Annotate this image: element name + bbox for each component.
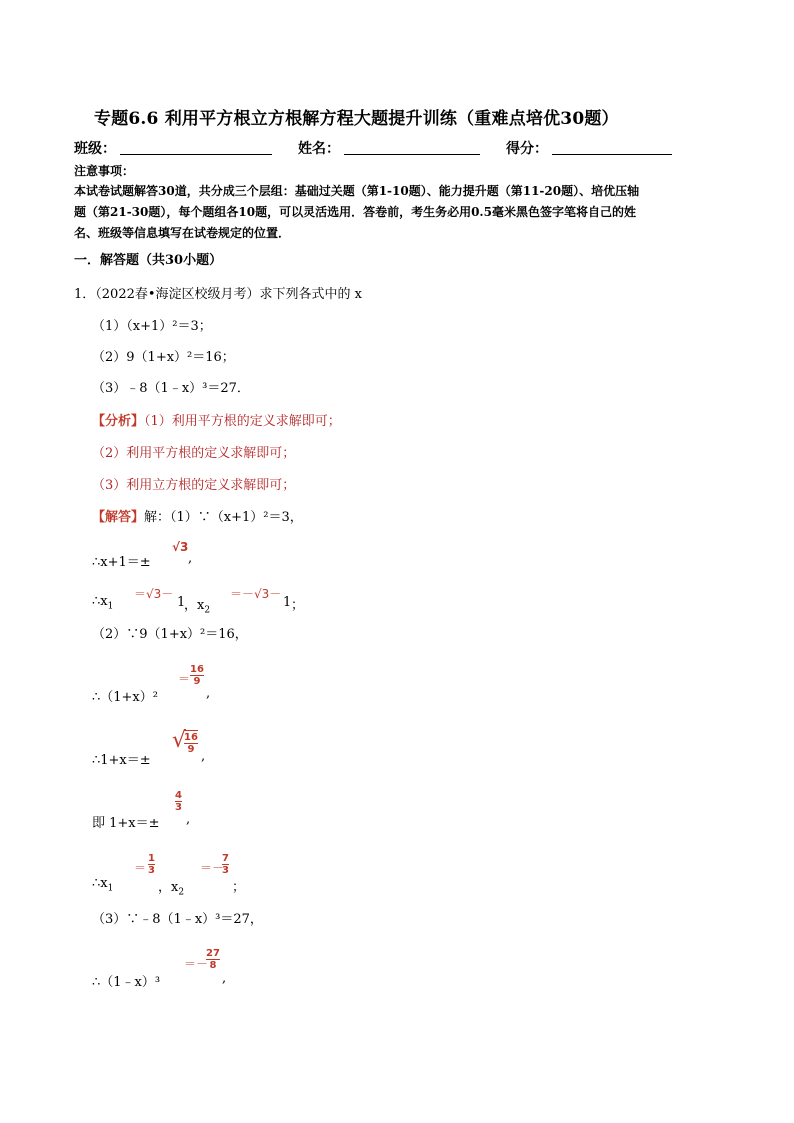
class-label: 班级： — [74, 141, 116, 157]
x2-value: ＝－√3－ — [230, 587, 282, 601]
equals-sign: ＝ — [134, 861, 147, 875]
name-label: 姓名： — [298, 141, 340, 157]
solution-part-heading: （3）∵﹣8（1﹣x）³＝27， — [92, 912, 263, 927]
solution-step: $\therefore x_1$ — [92, 594, 114, 612]
question-stem: 1．（2022春•海淀区校级月考）求下列各式中的 x — [74, 287, 362, 302]
solution-step: 即 1+x＝± — [92, 816, 160, 831]
score-blank[interactable] — [552, 154, 672, 155]
page-title: 专题6.6 利用平方根立方根解方程大题提升训练（重难点培优30题） — [94, 109, 619, 129]
question-item: （2）9（1+x）²＝16； — [92, 350, 235, 365]
question-item: （1）（x+1）²＝3； — [92, 319, 212, 334]
solution-tag: 【解答】 — [92, 510, 145, 525]
analysis-tag: 【分析】 — [92, 414, 145, 429]
solution-step: $\therefore x_1$ — [92, 876, 114, 894]
fraction-27-8: 27 8 — [206, 948, 220, 971]
analysis-text: （1）利用平方根的定义求解即可； — [144, 414, 341, 429]
solution-part-heading: （2）∵9（1+x）²＝16， — [92, 627, 248, 642]
x1-const: 1 — [177, 595, 186, 610]
analysis-line: （3）利用立方根的定义求解即可； — [92, 478, 296, 493]
analysis-line: （2）利用平方根的定义求解即可； — [92, 446, 296, 461]
x2-const: 1 — [283, 595, 292, 610]
solution-line — [92, 506, 303, 525]
solution-step: ∴x+1＝± — [92, 555, 151, 570]
equals-neg-sign: ＝－ — [200, 861, 225, 875]
fraction-4-3: 4 3 — [175, 790, 182, 813]
notes-line: 题（第21-30题），每个题组各10题，可以灵活选用．答卷前，考生务必用0.5毫米黑色签字笔将自己的姓 — [74, 205, 636, 219]
fraction-1-3: 1 3 — [148, 853, 155, 876]
x1-value: ＝√3－ — [134, 587, 174, 601]
fraction-16-9: 16 9 — [184, 732, 198, 755]
section-heading: 一．解答题（共30小题） — [74, 253, 223, 268]
question-item: （3）﹣8（1﹣x）³＝27． — [92, 381, 250, 396]
solution-step: ∴（1+x）² — [92, 690, 158, 705]
sqrt3-expression: √3 — [172, 540, 189, 554]
sqrt-sign: √ — [172, 728, 187, 753]
notes-line: 本试卷试题解答30道，共分成三个层组：基础过关题（第1-10题）、能力提升题（第11-20题）、培优压轴 — [74, 184, 640, 198]
solution-step: ∴1+x＝± — [92, 753, 151, 768]
fraction-7-3: 7 3 — [222, 853, 229, 876]
notes-line: 名、班级等信息填写在试卷规定的位置． — [74, 226, 291, 240]
equals-sign: ＝ — [178, 672, 191, 686]
solution-step: ，$x_2$ — [184, 598, 211, 616]
solution-step: ∴（1﹣x）³ — [92, 975, 161, 990]
name-blank[interactable] — [344, 154, 480, 155]
notes-heading: 注意事项： — [74, 164, 135, 178]
solution-step: ，$x_2$ — [158, 880, 185, 898]
equals-neg-sign: ＝－ — [184, 957, 209, 971]
solution-intro: 解：（1）∵（x+1）²＝3， — [144, 510, 303, 525]
score-label: 得分： — [506, 141, 548, 157]
class-blank[interactable] — [120, 154, 272, 155]
fraction-16-9: 16 9 — [190, 664, 204, 687]
analysis-line — [92, 410, 341, 429]
document-page: 专题6.6 利用平方根立方根解方程大题提升训练（重难点培优30题） 班级： 姓名： 得分： 注意事项： 本试卷试题解答30道，共分成三个层组：基础过关题（第1-10题）、能力提升题（第11-20题）、培优压轴 题（第21-30题），每个题组各10题，可以灵活选用．答卷前，考生务必用0.5毫米黑色签字笔将自己的姓 名、班级等信息填写在试卷规定的位置． 一．解答题（共30小题） 1．（2022春•海淀区校级月考）求下列各式中的 x （1）（x+1）²＝3； （2）9（1+x）²＝16； （3）﹣8（1﹣x）³＝27． 【分析】（1）利用平方根的定义求解即可； （2）利用平方根的定义求解即可； （3）利用立方根的定义求解即可； 【解答】解：（1）∵（x+1）²＝3， ∴x+1＝± √3 , $\therefore x_1$ ＝√3－ 1 ，$x_2$ ＝－√3－ 1 ； （2）∵9（1+x）²＝16， ∴（1+x）² ＝ 16 9 , ∴1+x＝± √ 16 9 , 即 1+x＝± 4 3 , $\therefore x_1$ ＝ 1 3 ，$x_2$ ＝－ 7 3 ； （3）∵﹣8（1﹣x）³＝27， ∴（1﹣x）³ ＝－ 27 8 , — [0, 0, 794, 1123]
